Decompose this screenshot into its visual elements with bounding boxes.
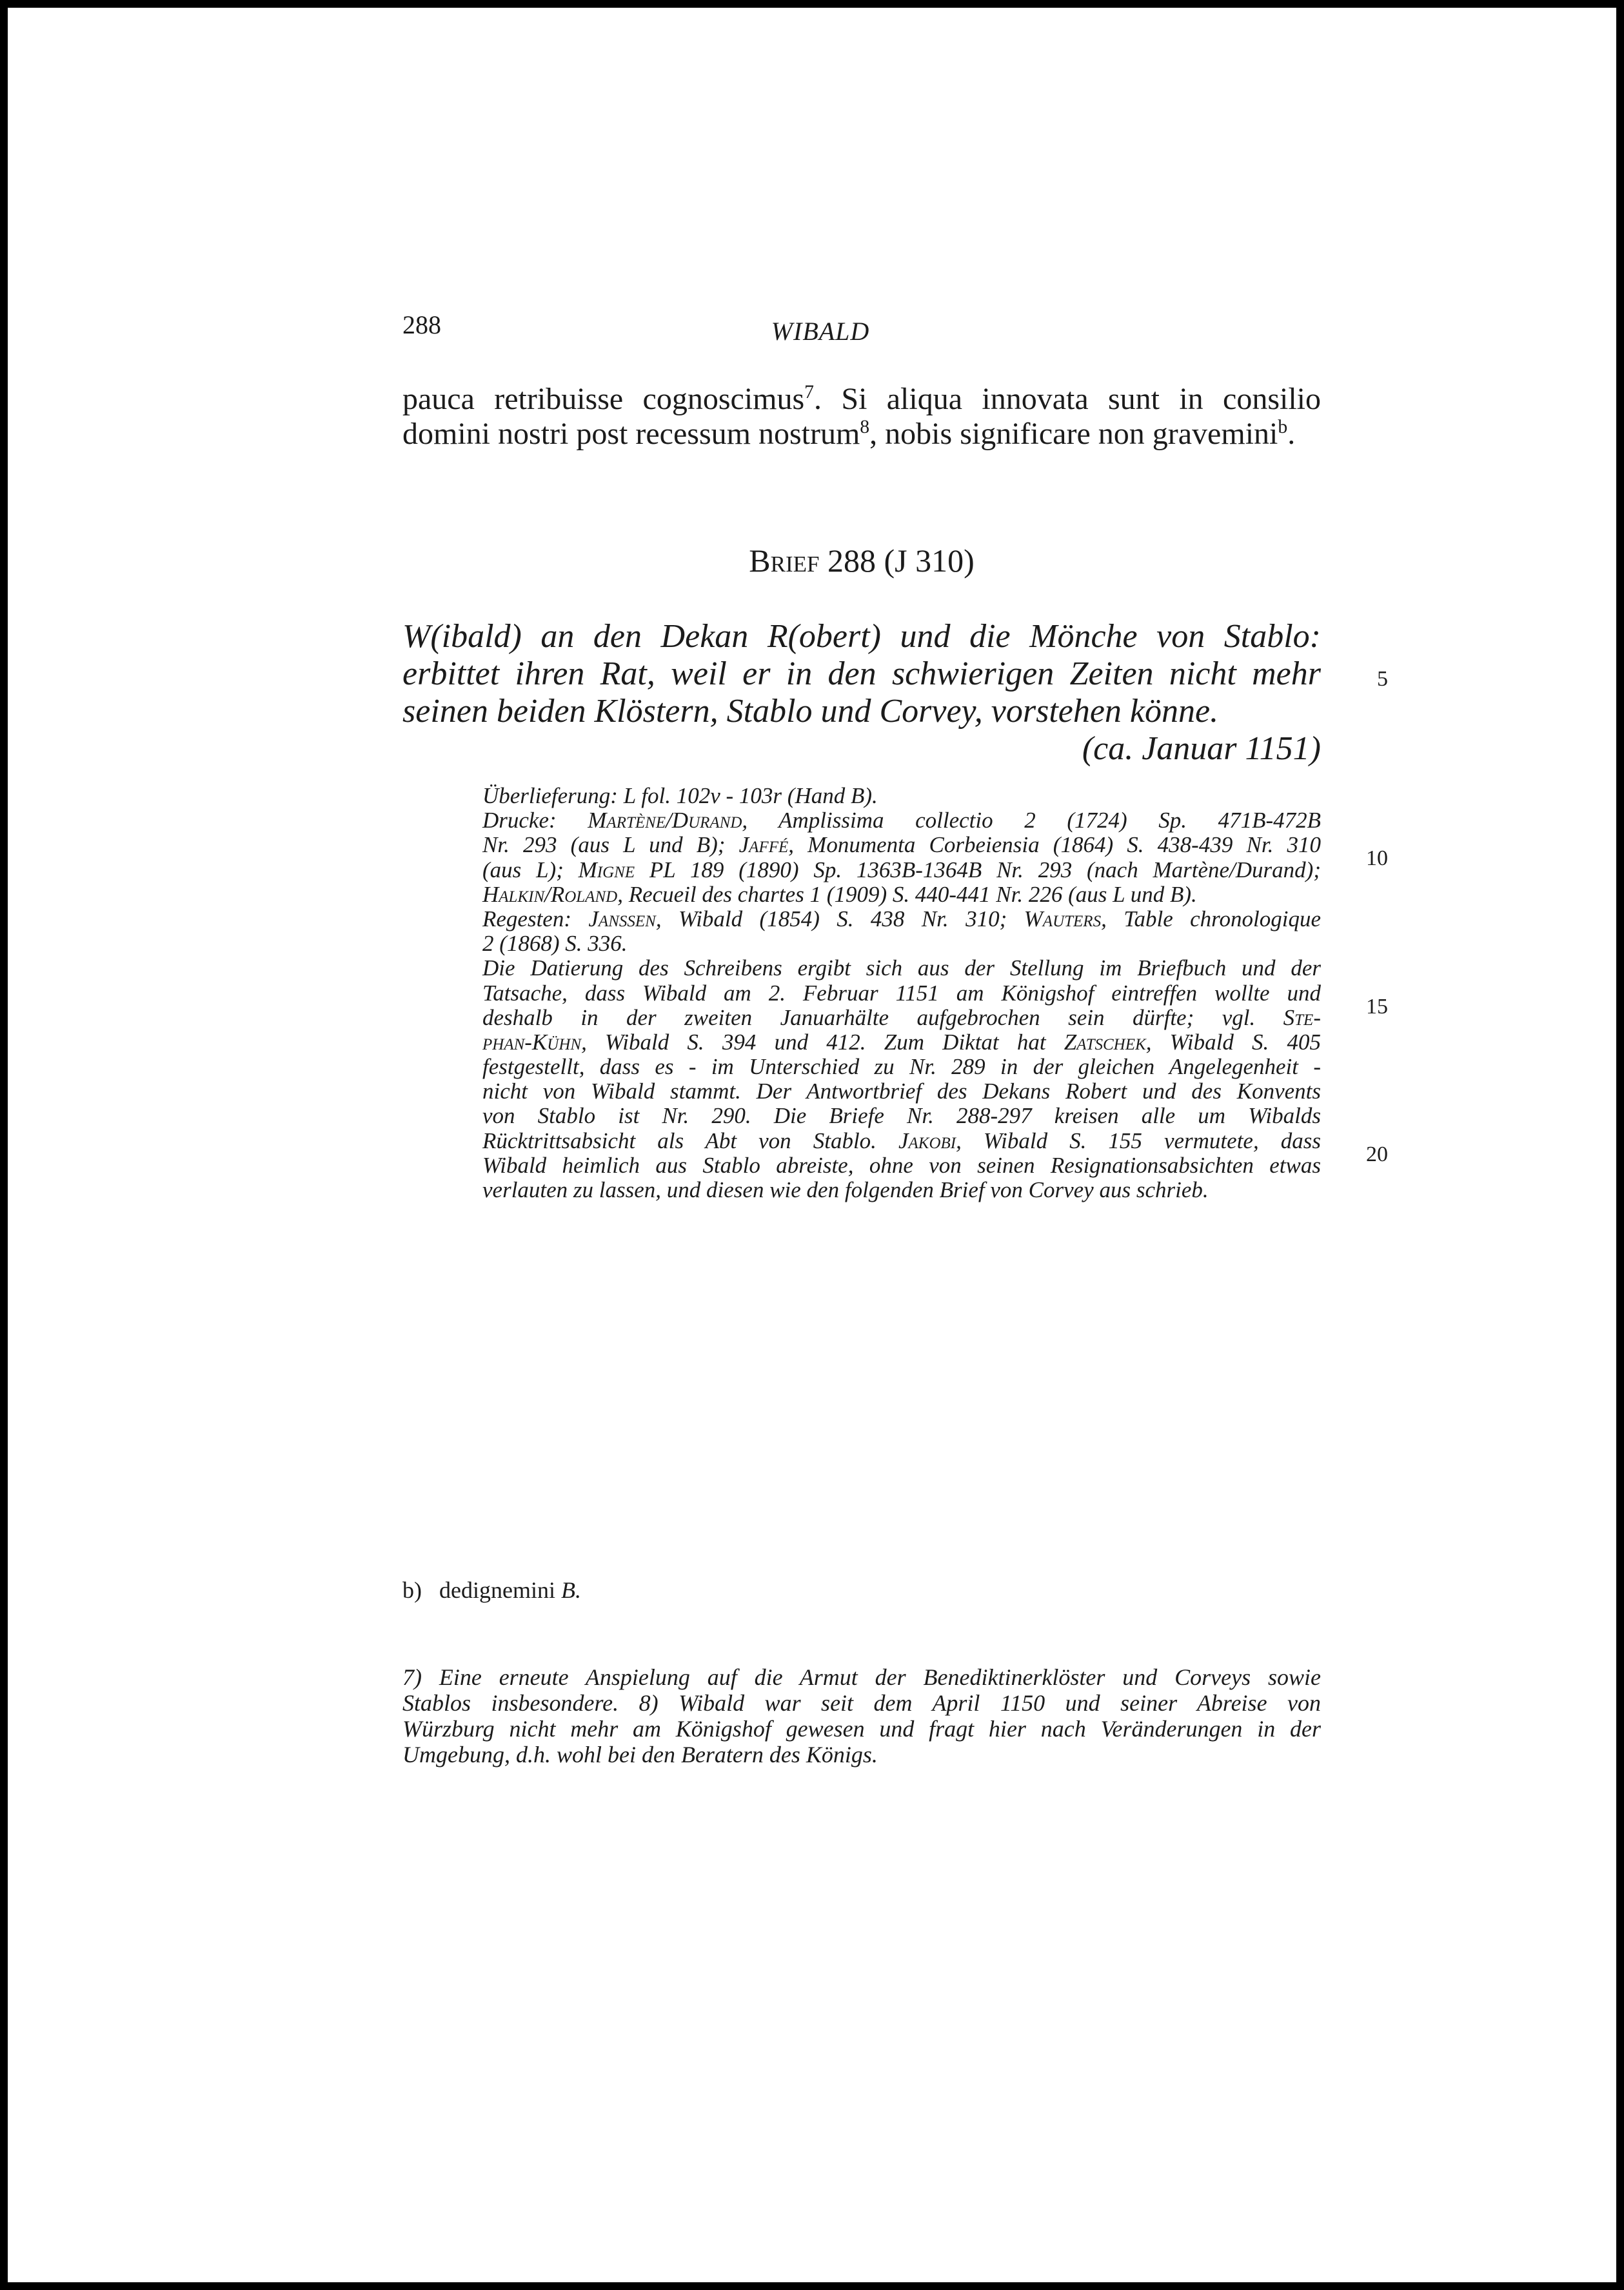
commentary-line: phan-Kühn, Wibald S. 394 und 412. Zum Diktat hat Zatschek, Wibald S. 405 [482, 1029, 1321, 1055]
commentary-line: Die Datierung des Schreibens ergibt sich aus der Stellung im Briefbuch und der [482, 955, 1321, 981]
variant-footnote [402, 1577, 581, 1604]
line-number-10: 10 [1366, 846, 1388, 870]
commentary-line: Tatsache, dass Wibald am 2. Februar 1151 am Königshof eintreffen wollte und [482, 980, 1321, 1006]
body-line-2: domini nostri post recessum nostrum$^8$, nobis significare non gravemini$^b$. [402, 416, 1296, 451]
page-number: 288 [402, 310, 441, 339]
running-head: WIBALD [771, 317, 870, 346]
footnote-line: Stablos insbesondere. 8) Wibald war seit dem April 1150 und seiner Abreise von [402, 1690, 1321, 1716]
body-line-1: pauca retribuisse cognoscimus$^7$. Si aliqua innovata sunt in consilio [402, 381, 1321, 416]
commentary-line: Rücktrittsabsicht als Abt von Stablo. Jakobi, Wibald S. 155 vermutete, dass [482, 1128, 1321, 1153]
line-number-5: 5 [1377, 667, 1388, 691]
commentary-line: Wibald heimlich aus Stablo abreiste, ohne von seinen Resignationsabsichten etwas [482, 1152, 1321, 1178]
ueberlieferung: Überlieferung: L fol. 102v - 103r (Hand B). [482, 783, 878, 808]
regest-date: (ca. Januar 1151) [1082, 730, 1321, 767]
footnote-ref-8[interactable]: 8 [860, 416, 870, 437]
line-number-20: 20 [1366, 1142, 1388, 1166]
footnote-ref-7[interactable]: 7 [804, 381, 815, 403]
variant-label: b) [402, 1577, 422, 1603]
commentary-line: verlauten zu lassen, und diesen wie den folgenden Brief von Corvey aus schrieb. [482, 1177, 1209, 1202]
regest-line: seinen beiden Klöstern, Stablo und Corvey, vorstehen könne. [402, 693, 1219, 730]
drucke-line: Drucke: Martène/Durand, Amplissima collectio 2 (1724) Sp. 471B-472B [482, 808, 1322, 833]
regest-line: W(ibald) an den Dekan R(obert) und die Mönche von Stablo: [402, 618, 1321, 655]
letter-heading: Brief 288 (J 310) [749, 543, 975, 579]
regesten-line: 2 (1868) S. 336. [482, 931, 628, 957]
regest-line: erbittet ihren Rat, weil er in den schwierigen Zeiten nicht mehr [402, 655, 1321, 692]
variant-ref-b[interactable]: b [1278, 416, 1288, 437]
drucke-line: Nr. 293 (aus L und B); Jaffé, Monumenta Corbeiensia (1864) S. 438-439 Nr. 310 [482, 832, 1321, 858]
regesten-line: Regesten: Janssen, Wibald (1854) S. 438 Nr. 310; Wauters, Table chronologique [482, 906, 1321, 931]
body-text [402, 382, 1321, 452]
footnote-line: 7) Eine erneute Anspielung auf die Armut der Benediktinerklöster und Corveys sowie [402, 1664, 1321, 1690]
commentary-line: deshalb in der zweiten Januarhälte aufgebrochen sein dürfte; vgl. Ste- [482, 1004, 1321, 1030]
apparatus [482, 784, 1321, 1202]
footnote-line: Würzburg nicht mehr am Königshof gewesen und fragt hier nach Veränderungen in der [402, 1716, 1321, 1742]
variant-siglum: B. [560, 1577, 581, 1603]
line-number-15: 15 [1366, 995, 1388, 1019]
footnote-line: Umgebung, d.h. wohl bei den Beratern des Königs. [402, 1742, 878, 1767]
drucke-line: Halkin/Roland, Recueil des chartes 1 (1909) S. 440-441 Nr. 226 (aus L und B). [482, 881, 1197, 907]
drucke-line: (aus L); Migne PL 189 (1890) Sp. 1363B-1364B Nr. 293 (nach Martène/Durand); [482, 857, 1321, 882]
commentary-line: nicht von Wibald stammt. Der Antwortbrief des Dekans Robert und des Konvents [482, 1079, 1321, 1104]
commentary-line: von Stablo ist Nr. 290. Die Briefe Nr. 288-297 kreisen alle um Wibalds [482, 1103, 1321, 1129]
explanatory-footnotes [402, 1664, 1321, 1767]
regest [402, 618, 1321, 768]
commentary-line: festgestellt, dass es - im Unterschied zu Nr. 289 in der gleichen Angelegenheit - [482, 1054, 1321, 1080]
variant-text: dedignemini [439, 1577, 555, 1603]
